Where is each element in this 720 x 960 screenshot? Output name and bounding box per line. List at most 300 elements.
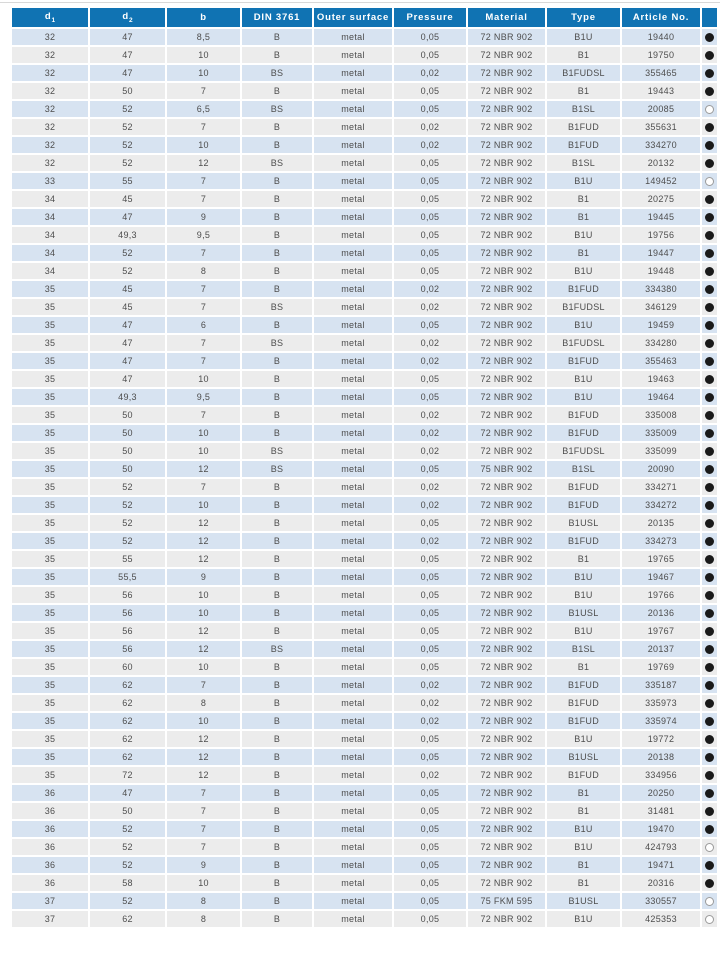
cell-d1: 34 — [12, 263, 88, 279]
table-row — [12, 839, 717, 855]
cell-d2: 52 — [90, 119, 165, 135]
cell-din: B — [242, 281, 312, 297]
cell-type: B1U — [547, 821, 620, 837]
cell-outer-surface: metal — [314, 245, 392, 261]
cell-d2: 47 — [90, 47, 165, 63]
cell-outer-surface: metal — [314, 623, 392, 639]
table-row — [12, 299, 717, 315]
cell-status — [702, 101, 717, 117]
cell-type: B1U — [547, 623, 620, 639]
table-row — [12, 461, 717, 477]
cell-pressure: 0,05 — [394, 893, 466, 909]
cell-pressure: 0,02 — [394, 713, 466, 729]
cell-type: B1FUD — [547, 425, 620, 441]
cell-din: B — [242, 569, 312, 585]
cell-d2: 55,5 — [90, 569, 165, 585]
cell-pressure: 0,05 — [394, 821, 466, 837]
cell-status — [702, 569, 717, 585]
cell-d1: 35 — [12, 389, 88, 405]
filled-circle-icon — [705, 357, 714, 366]
cell-outer-surface: metal — [314, 713, 392, 729]
cell-status — [702, 461, 717, 477]
cell-article-no: 334270 — [622, 137, 700, 153]
cell-din: B — [242, 425, 312, 441]
filled-circle-icon — [705, 861, 714, 870]
table-row — [12, 371, 717, 387]
cell-b: 7 — [167, 407, 240, 423]
cell-status — [702, 137, 717, 153]
cell-b: 7 — [167, 803, 240, 819]
header-row — [12, 8, 717, 27]
filled-circle-icon — [705, 573, 714, 582]
cell-article-no: 19467 — [622, 569, 700, 585]
cell-outer-surface: metal — [314, 371, 392, 387]
cell-d2: 49,3 — [90, 389, 165, 405]
cell-type: B1SL — [547, 641, 620, 657]
cell-b: 9,5 — [167, 389, 240, 405]
table-row — [12, 47, 717, 63]
table-row — [12, 227, 717, 243]
cell-type: B1U — [547, 731, 620, 747]
cell-din: B — [242, 713, 312, 729]
cell-material: 72 NBR 902 — [468, 29, 545, 45]
cell-type: B1U — [547, 839, 620, 855]
cell-din: B — [242, 371, 312, 387]
filled-circle-icon — [705, 555, 714, 564]
table-row — [12, 65, 717, 81]
cell-din: B — [242, 911, 312, 927]
table-row — [12, 641, 717, 657]
cell-b: 7 — [167, 785, 240, 801]
cell-article-no: 20138 — [622, 749, 700, 765]
cell-d2: 58 — [90, 875, 165, 891]
cell-type: B1 — [547, 875, 620, 891]
cell-type: B1 — [547, 551, 620, 567]
cell-material: 75 NBR 902 — [468, 461, 545, 477]
table-row — [12, 749, 717, 765]
cell-status — [702, 893, 717, 909]
cell-article-no: 334273 — [622, 533, 700, 549]
cell-material: 72 NBR 902 — [468, 407, 545, 423]
cell-article-no: 19471 — [622, 857, 700, 873]
cell-type: B1FUD — [547, 695, 620, 711]
cell-b: 7 — [167, 119, 240, 135]
cell-din: B — [242, 857, 312, 873]
cell-outer-surface: metal — [314, 821, 392, 837]
table-row — [12, 281, 717, 297]
cell-b: 12 — [167, 749, 240, 765]
cell-pressure: 0,02 — [394, 353, 466, 369]
cell-din: B — [242, 119, 312, 135]
filled-circle-icon — [705, 393, 714, 402]
cell-article-no: 19448 — [622, 263, 700, 279]
cell-pressure: 0,05 — [394, 857, 466, 873]
cell-outer-surface: metal — [314, 119, 392, 135]
cell-b: 7 — [167, 173, 240, 189]
cell-status — [702, 389, 717, 405]
cell-material: 72 NBR 902 — [468, 875, 545, 891]
cell-d1: 35 — [12, 587, 88, 603]
cell-pressure: 0,05 — [394, 515, 466, 531]
cell-b: 12 — [167, 767, 240, 783]
cell-din: B — [242, 263, 312, 279]
cell-status — [702, 551, 717, 567]
cell-article-no: 334956 — [622, 767, 700, 783]
cell-type: B1SL — [547, 101, 620, 117]
cell-b: 12 — [167, 515, 240, 531]
table-row — [12, 767, 717, 783]
open-circle-icon — [705, 177, 714, 186]
cell-type: B1FUD — [547, 677, 620, 693]
cell-material: 72 NBR 902 — [468, 695, 545, 711]
cell-status — [702, 335, 717, 351]
cell-d1: 35 — [12, 443, 88, 459]
filled-circle-icon — [705, 681, 714, 690]
filled-circle-icon — [705, 519, 714, 528]
cell-article-no: 20136 — [622, 605, 700, 621]
cell-d2: 56 — [90, 587, 165, 603]
cell-b: 7 — [167, 245, 240, 261]
open-circle-icon — [705, 897, 714, 906]
cell-d1: 35 — [12, 713, 88, 729]
cell-b: 10 — [167, 875, 240, 891]
cell-pressure: 0,05 — [394, 173, 466, 189]
cell-status — [702, 173, 717, 189]
cell-pressure: 0,02 — [394, 425, 466, 441]
cell-material: 72 NBR 902 — [468, 785, 545, 801]
cell-type: B1FUDSL — [547, 299, 620, 315]
cell-article-no: 19750 — [622, 47, 700, 63]
cell-pressure: 0,05 — [394, 623, 466, 639]
cell-din: B — [242, 749, 312, 765]
cell-material: 72 NBR 902 — [468, 767, 545, 783]
cell-d1: 32 — [12, 137, 88, 153]
cell-d2: 52 — [90, 155, 165, 171]
cell-material: 72 NBR 902 — [468, 821, 545, 837]
cell-d1: 35 — [12, 731, 88, 747]
cell-status — [702, 425, 717, 441]
filled-circle-icon — [705, 411, 714, 420]
filled-circle-icon — [705, 789, 714, 798]
cell-material: 72 NBR 902 — [468, 515, 545, 531]
table-row — [12, 569, 717, 585]
table-row — [12, 497, 717, 513]
cell-material: 72 NBR 902 — [468, 389, 545, 405]
cell-type: B1USL — [547, 893, 620, 909]
cell-d1: 37 — [12, 911, 88, 927]
cell-pressure: 0,02 — [394, 137, 466, 153]
cell-b: 12 — [167, 731, 240, 747]
cell-outer-surface: metal — [314, 227, 392, 243]
cell-din: BS — [242, 299, 312, 315]
cell-din: B — [242, 137, 312, 153]
cell-d1: 34 — [12, 227, 88, 243]
cell-d2: 52 — [90, 821, 165, 837]
cell-status — [702, 227, 717, 243]
cell-outer-surface: metal — [314, 767, 392, 783]
table-row — [12, 317, 717, 333]
cell-din: BS — [242, 101, 312, 117]
cell-pressure: 0,05 — [394, 245, 466, 261]
cell-outer-surface: metal — [314, 839, 392, 855]
cell-din: B — [242, 785, 312, 801]
table-row — [12, 209, 717, 225]
cell-material: 72 NBR 902 — [468, 623, 545, 639]
cell-status — [702, 605, 717, 621]
cell-d2: 62 — [90, 677, 165, 693]
cell-b: 8 — [167, 893, 240, 909]
table-row — [12, 515, 717, 531]
cell-pressure: 0,05 — [394, 569, 466, 585]
cell-b: 10 — [167, 587, 240, 603]
cell-status — [702, 749, 717, 765]
cell-outer-surface: metal — [314, 443, 392, 459]
cell-d1: 36 — [12, 803, 88, 819]
cell-pressure: 0,05 — [394, 83, 466, 99]
cell-d2: 45 — [90, 191, 165, 207]
filled-circle-icon — [705, 69, 714, 78]
cell-outer-surface: metal — [314, 479, 392, 495]
cell-type: B1FUDSL — [547, 443, 620, 459]
cell-pressure: 0,05 — [394, 227, 466, 243]
filled-circle-icon — [705, 879, 714, 888]
filled-circle-icon — [705, 627, 714, 636]
cell-material: 72 NBR 902 — [468, 371, 545, 387]
cell-material: 72 NBR 902 — [468, 227, 545, 243]
column-header-outer-surface: Outer surface — [314, 8, 392, 27]
cell-d1: 33 — [12, 173, 88, 189]
cell-din: BS — [242, 335, 312, 351]
cell-d1: 35 — [12, 767, 88, 783]
filled-circle-icon — [705, 483, 714, 492]
cell-din: BS — [242, 641, 312, 657]
cell-b: 12 — [167, 623, 240, 639]
cell-pressure: 0,05 — [394, 641, 466, 657]
filled-circle-icon — [705, 267, 714, 276]
cell-b: 9 — [167, 209, 240, 225]
cell-d2: 52 — [90, 893, 165, 909]
cell-outer-surface: metal — [314, 281, 392, 297]
cell-din: B — [242, 191, 312, 207]
cell-outer-surface: metal — [314, 857, 392, 873]
cell-outer-surface: metal — [314, 659, 392, 675]
cell-material: 72 NBR 902 — [468, 101, 545, 117]
filled-circle-icon — [705, 339, 714, 348]
cell-status — [702, 731, 717, 747]
cell-outer-surface: metal — [314, 515, 392, 531]
table-row — [12, 245, 717, 261]
table-row — [12, 389, 717, 405]
table-row — [12, 425, 717, 441]
cell-pressure: 0,02 — [394, 443, 466, 459]
cell-pressure: 0,05 — [394, 587, 466, 603]
open-circle-icon — [705, 915, 714, 924]
cell-d2: 55 — [90, 551, 165, 567]
cell-article-no: 335009 — [622, 425, 700, 441]
table-row — [12, 101, 717, 117]
cell-d1: 35 — [12, 281, 88, 297]
cell-article-no: 19445 — [622, 209, 700, 225]
cell-din: B — [242, 551, 312, 567]
cell-article-no: 19443 — [622, 83, 700, 99]
cell-pressure: 0,05 — [394, 47, 466, 63]
cell-d2: 50 — [90, 461, 165, 477]
cell-article-no: 425353 — [622, 911, 700, 927]
cell-d1: 32 — [12, 65, 88, 81]
filled-circle-icon — [705, 609, 714, 618]
cell-d1: 32 — [12, 29, 88, 45]
cell-status — [702, 533, 717, 549]
cell-b: 10 — [167, 65, 240, 81]
cell-d1: 35 — [12, 515, 88, 531]
table-row — [12, 803, 717, 819]
cell-type: B1FUD — [547, 407, 620, 423]
cell-outer-surface: metal — [314, 551, 392, 567]
cell-pressure: 0,05 — [394, 803, 466, 819]
cell-d2: 52 — [90, 137, 165, 153]
cell-material: 72 NBR 902 — [468, 137, 545, 153]
cell-status — [702, 299, 717, 315]
cell-article-no: 20135 — [622, 515, 700, 531]
cell-status — [702, 713, 717, 729]
table-row — [12, 551, 717, 567]
cell-d1: 35 — [12, 461, 88, 477]
cell-type: B1USL — [547, 749, 620, 765]
table-row — [12, 695, 717, 711]
cell-article-no: 335008 — [622, 407, 700, 423]
cell-type: B1 — [547, 659, 620, 675]
cell-pressure: 0,05 — [394, 551, 466, 567]
cell-type: B1FUDSL — [547, 335, 620, 351]
cell-d1: 35 — [12, 335, 88, 351]
cell-outer-surface: metal — [314, 191, 392, 207]
cell-d2: 60 — [90, 659, 165, 675]
cell-material: 72 NBR 902 — [468, 497, 545, 513]
cell-d1: 32 — [12, 155, 88, 171]
cell-article-no: 335973 — [622, 695, 700, 711]
cell-b: 7 — [167, 281, 240, 297]
cell-material: 72 NBR 902 — [468, 353, 545, 369]
cell-din: B — [242, 209, 312, 225]
cell-outer-surface: metal — [314, 569, 392, 585]
column-header-din: DIN 3761 — [242, 8, 312, 27]
cell-d2: 50 — [90, 803, 165, 819]
cell-pressure: 0,05 — [394, 785, 466, 801]
cell-outer-surface: metal — [314, 101, 392, 117]
cell-outer-surface: metal — [314, 173, 392, 189]
filled-circle-icon — [705, 645, 714, 654]
cell-article-no: 20090 — [622, 461, 700, 477]
cell-d1: 37 — [12, 893, 88, 909]
cell-din: B — [242, 317, 312, 333]
cell-material: 72 NBR 902 — [468, 533, 545, 549]
cell-material: 72 NBR 902 — [468, 317, 545, 333]
cell-b: 10 — [167, 47, 240, 63]
cell-b: 7 — [167, 821, 240, 837]
cell-type: B1U — [547, 173, 620, 189]
cell-d1: 36 — [12, 857, 88, 873]
cell-d1: 35 — [12, 425, 88, 441]
cell-b: 7 — [167, 479, 240, 495]
table-row — [12, 875, 717, 891]
filled-circle-icon — [705, 303, 714, 312]
cell-outer-surface: metal — [314, 803, 392, 819]
cell-d1: 36 — [12, 785, 88, 801]
cell-status — [702, 353, 717, 369]
cell-din: B — [242, 677, 312, 693]
table-row — [12, 443, 717, 459]
cell-type: B1U — [547, 389, 620, 405]
filled-circle-icon — [705, 375, 714, 384]
cell-outer-surface: metal — [314, 353, 392, 369]
cell-type: B1FUDSL — [547, 65, 620, 81]
cell-status — [702, 245, 717, 261]
filled-circle-icon — [705, 87, 714, 96]
cell-d2: 55 — [90, 173, 165, 189]
cell-pressure: 0,05 — [394, 839, 466, 855]
table-row — [12, 731, 717, 747]
cell-status — [702, 803, 717, 819]
cell-material: 72 NBR 902 — [468, 173, 545, 189]
cell-material: 72 NBR 902 — [468, 83, 545, 99]
cell-d1: 35 — [12, 317, 88, 333]
filled-circle-icon — [705, 249, 714, 258]
cell-din: B — [242, 587, 312, 603]
filled-circle-icon — [705, 285, 714, 294]
filled-circle-icon — [705, 213, 714, 222]
cell-status — [702, 407, 717, 423]
cell-pressure: 0,05 — [394, 875, 466, 891]
cell-pressure: 0,05 — [394, 101, 466, 117]
cell-article-no: 19447 — [622, 245, 700, 261]
filled-circle-icon — [705, 123, 714, 132]
cell-outer-surface: metal — [314, 65, 392, 81]
cell-status — [702, 83, 717, 99]
cell-din: B — [242, 173, 312, 189]
table-row — [12, 263, 717, 279]
cell-status — [702, 857, 717, 873]
cell-status — [702, 155, 717, 171]
cell-pressure: 0,02 — [394, 677, 466, 693]
filled-circle-icon — [705, 429, 714, 438]
cell-b: 10 — [167, 137, 240, 153]
cell-type: B1U — [547, 29, 620, 45]
cell-material: 72 NBR 902 — [468, 119, 545, 135]
cell-pressure: 0,02 — [394, 479, 466, 495]
filled-circle-icon — [705, 807, 714, 816]
cell-outer-surface: metal — [314, 695, 392, 711]
filled-circle-icon — [705, 699, 714, 708]
cell-article-no: 31481 — [622, 803, 700, 819]
cell-d1: 34 — [12, 245, 88, 261]
cell-article-no: 334280 — [622, 335, 700, 351]
cell-outer-surface: metal — [314, 47, 392, 63]
cell-status — [702, 119, 717, 135]
cell-b: 10 — [167, 443, 240, 459]
cell-type: B1 — [547, 83, 620, 99]
cell-d2: 56 — [90, 641, 165, 657]
cell-type: B1FUD — [547, 767, 620, 783]
cell-b: 8,5 — [167, 29, 240, 45]
cell-material: 72 NBR 902 — [468, 641, 545, 657]
table-row — [12, 83, 717, 99]
cell-outer-surface: metal — [314, 209, 392, 225]
cell-material: 72 NBR 902 — [468, 677, 545, 693]
cell-din: BS — [242, 461, 312, 477]
filled-circle-icon — [705, 825, 714, 834]
cell-din: BS — [242, 443, 312, 459]
cell-pressure: 0,05 — [394, 389, 466, 405]
